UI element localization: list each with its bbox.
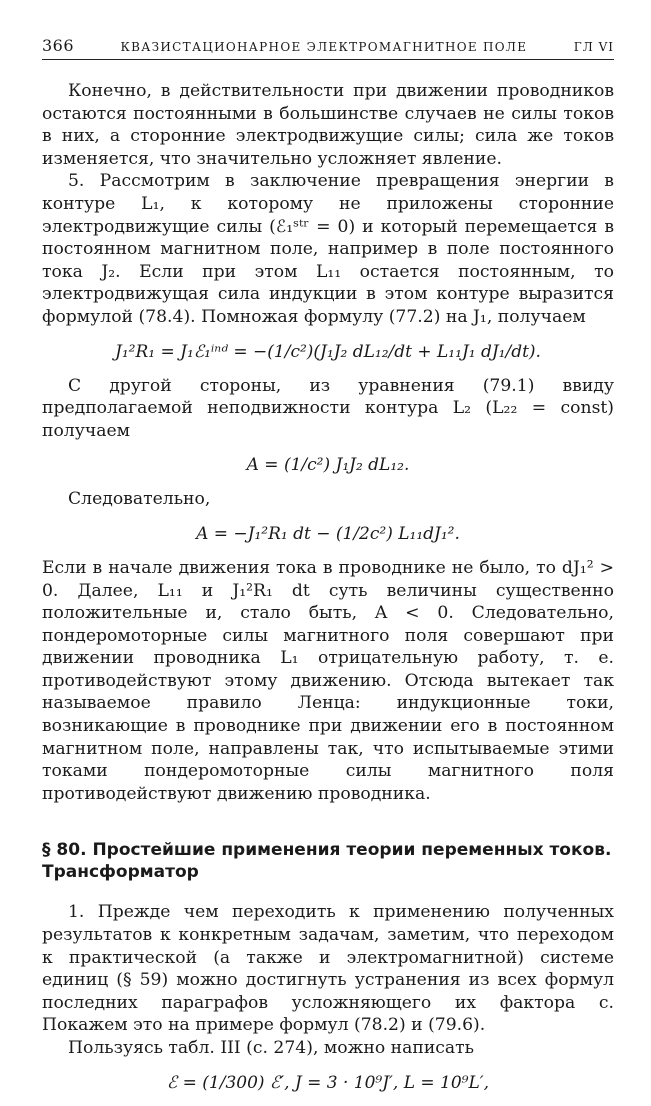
- paragraph: Конечно, в действительности при движении проводников остаются постоянными в большинстве случаев не силы токов в них, а сторонние электродвижущие силы; сила же токов изменяется, что значительно усложняет явление.: [42, 81, 614, 169]
- running-title: КВАЗИСТАЦИОНАРНОЕ ЭЛЕКТРОМАГНИТНОЕ ПОЛЕ: [120, 40, 528, 54]
- section-heading: § 80. Простейшие применения теории переменных токов. Трансформатор: [42, 840, 612, 883]
- page-number: 366: [42, 36, 75, 55]
- formula: J₁²R₁ = J₁ℰ₁ⁱⁿᵈ = −(1/c²)(J₁J₂ dL₁₂/dt + L₁₁J₁ dJ₁/dt).: [115, 341, 541, 362]
- paragraph: 1. Прежде чем переходить к применению полученных результатов к конкретным задачам, заметим, что переходом к практической (а также и электромагнитной) системе единиц (§ 59) можно достигнуть устранения из всех формул последних параграфов усложняющего их фактора c. Покажем это на примере формул (78.2) и (79.6).: [42, 902, 614, 1036]
- page-body: [42, 80, 614, 1098]
- formula: A = (1/c²) J₁J₂ dL₁₂.: [246, 455, 410, 476]
- paragraph: Пользуясь табл. III (с. 274), можно написать: [68, 1038, 475, 1058]
- paragraph: Если в начале движения тока в проводнике не было, то dJ₁² > 0. Далее, L₁₁ и J₁²R₁ dt суть величины существенно положительные и, стало быть, A < 0. Следовательно, пондеромоторные силы магнитного поля совершают при движении проводника L₁ отрицательную работу, т. е. противодействуют этому движению. Отсюда вытекает так называемое правило Ленца: индукционные токи, возникающие в проводнике при движении его в постоянном магнитном поле, направлены так, что испытываемые этими токами пондеромоторные силы магнитного поля противодействуют движению проводника.: [42, 557, 614, 804]
- paragraph: С другой стороны, из уравнения (79.1) ввиду предполагаемой неподвижности контура L₂ (L₂₂ = const) получаем: [42, 375, 614, 441]
- paragraph: Следовательно,: [68, 489, 211, 510]
- page: [42, 36, 614, 1106]
- paragraph: 5. Рассмотрим в заключение превращения энергии в контуре L₁, к которому не приложены сторонние электродвижущие силы (ℰ₁ˢᵗʳ = 0) и который перемещается в постоянном магнитном поле, например в поле постоянного тока J₂. Если при этом L₁₁ остается постоянным, то электродвижущая сила индукции в этом контуре выразится формулой (78.4). Помножая формулу (77.2) на J₁, получаем: [42, 171, 614, 327]
- formula: ℰ = (1/300) ℰ′, J = 3 · 10⁹J′, L = 10⁹L′,: [166, 1072, 490, 1093]
- running-header: [42, 36, 614, 60]
- chapter-label: ГЛ VI: [573, 40, 614, 54]
- formula: A = −J₁²R₁ dt − (1/2c²) L₁₁dJ₁².: [196, 523, 460, 544]
